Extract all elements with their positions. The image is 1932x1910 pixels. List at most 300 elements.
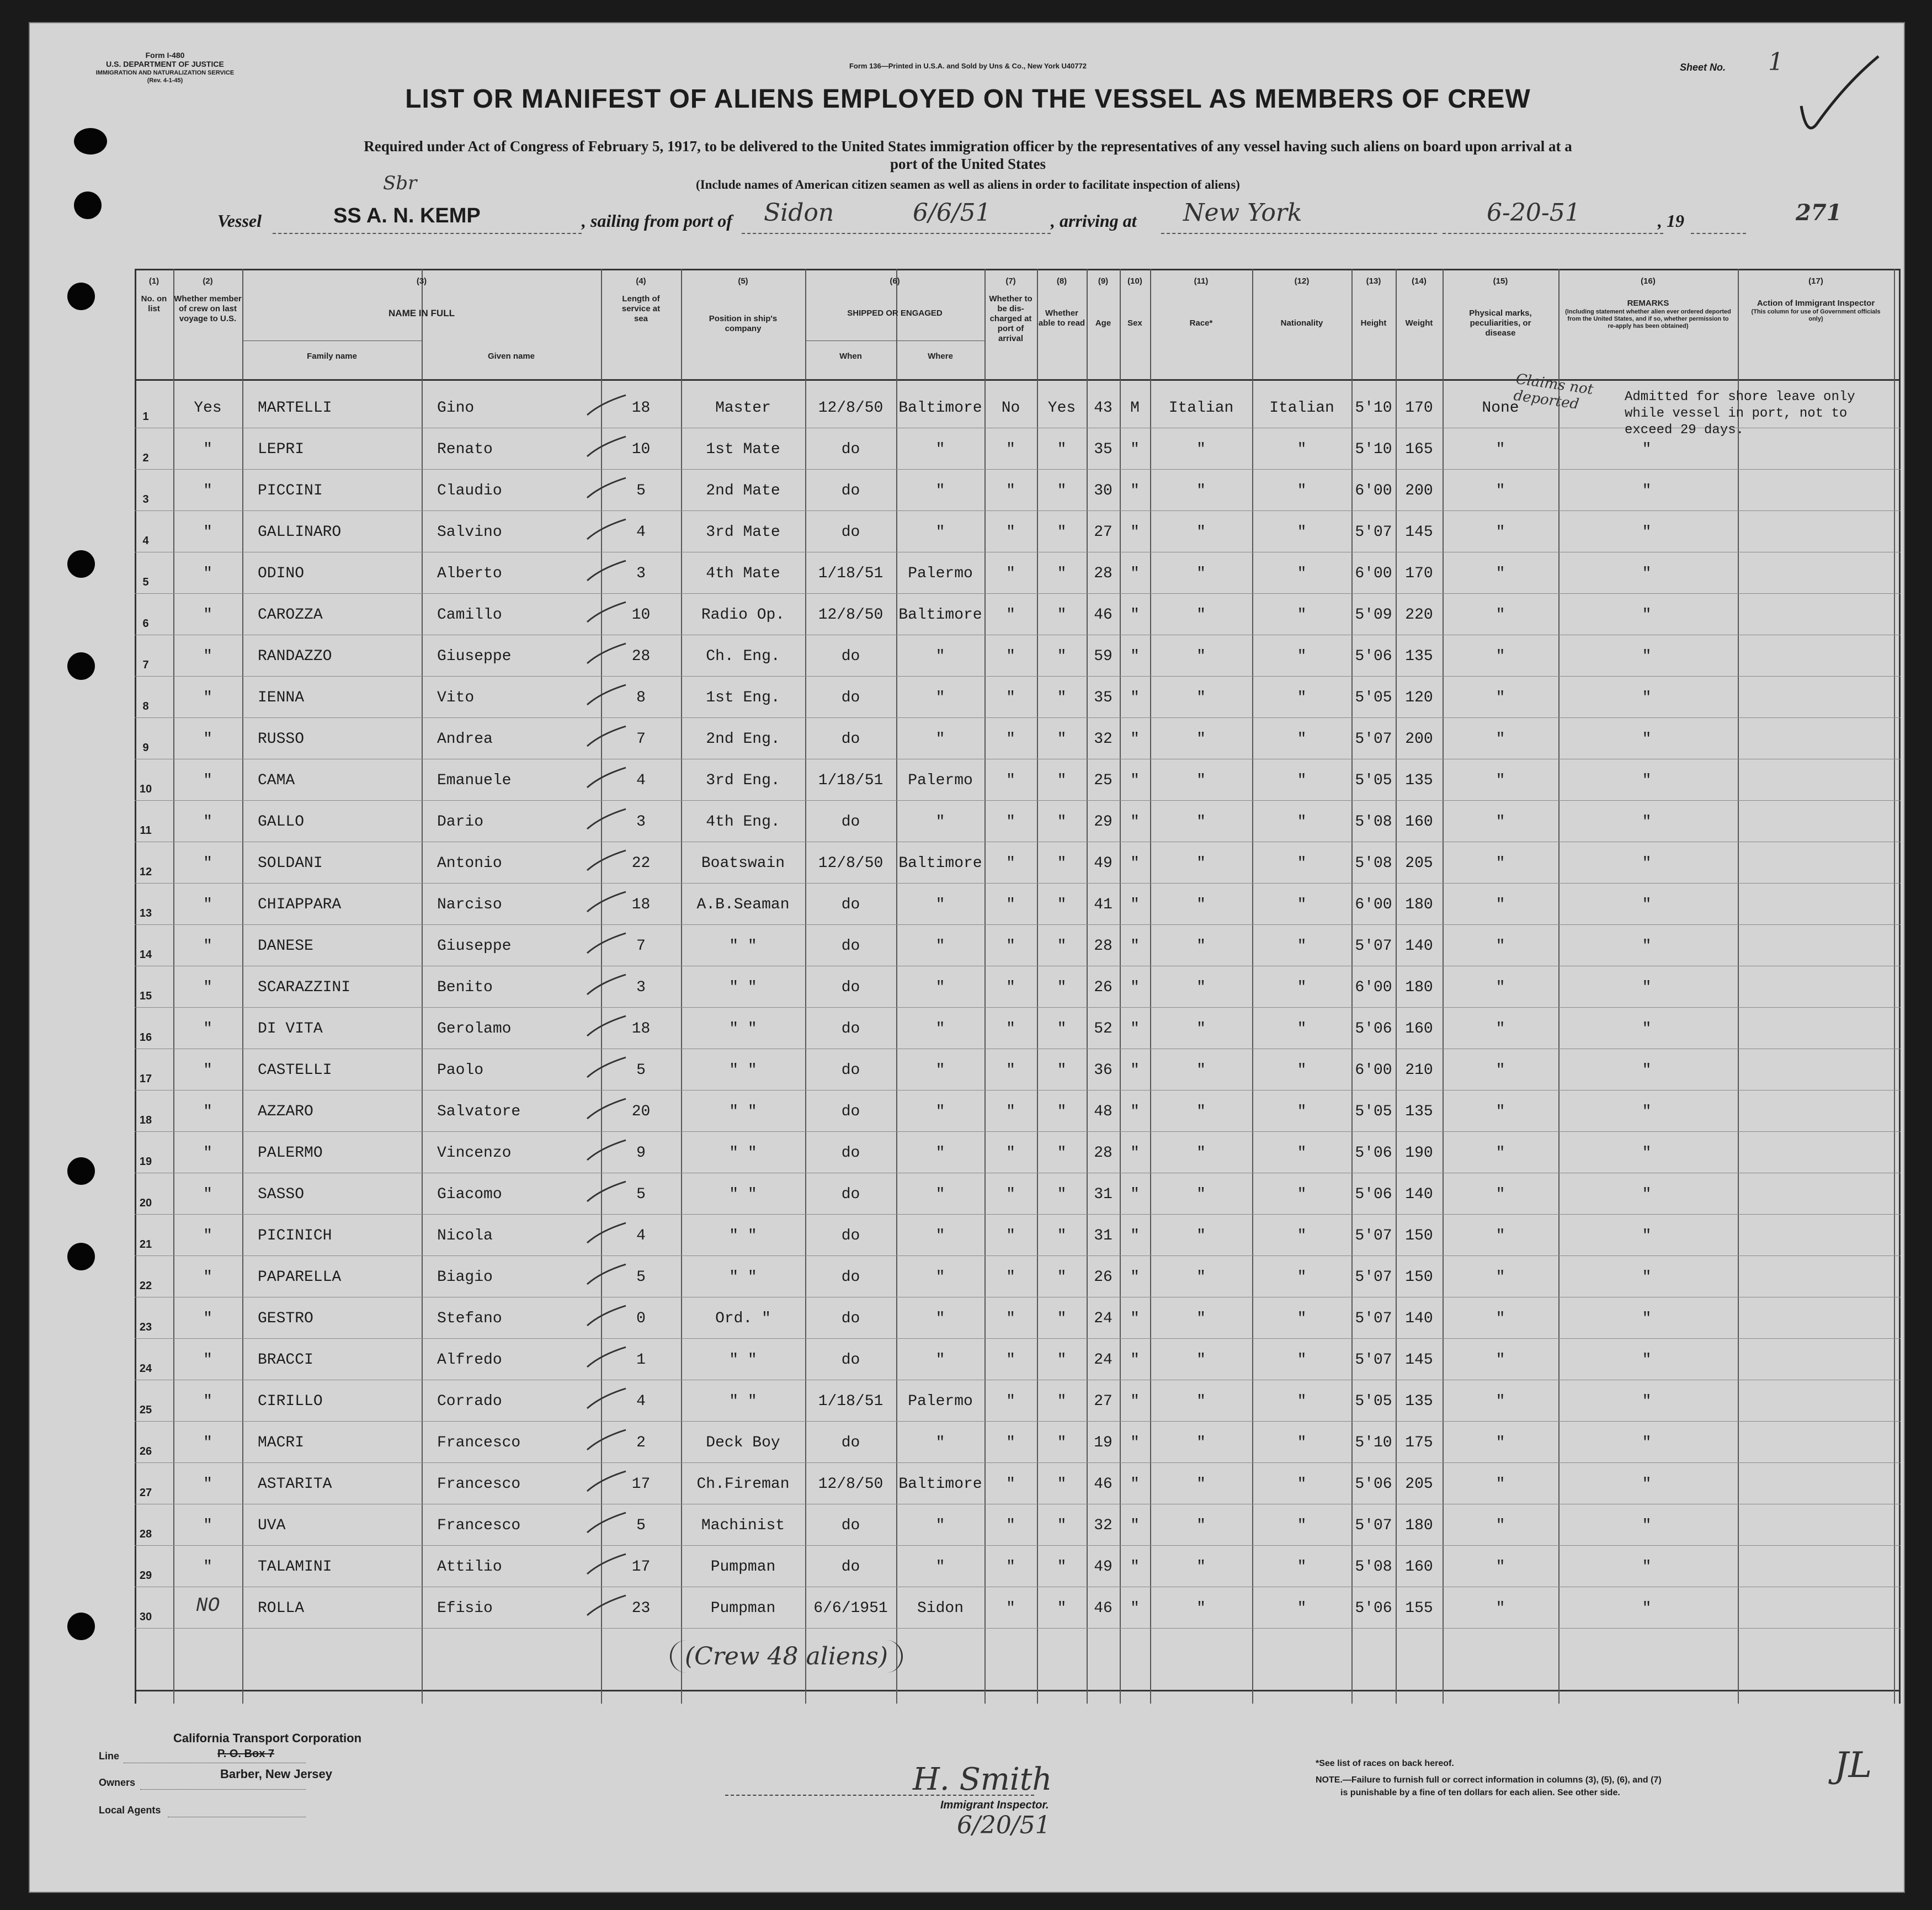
col17-number: (17) (1808, 276, 1823, 286)
page-number: 271 (1796, 200, 1842, 226)
cell-remarks: " (1642, 689, 1652, 706)
col15-header: Physical marks, peculiarities, or disease (1469, 308, 1532, 338)
cell-remarks: " (1642, 1103, 1652, 1120)
cell-discharged: " (1006, 1393, 1015, 1410)
col12-number: (12) (1294, 276, 1310, 286)
row-number: 10 (139, 783, 152, 795)
cell-given: Vincenzo (437, 1145, 512, 1162)
cell-height: 5'05 (1355, 772, 1392, 789)
cell-when: 12/8/50 (818, 855, 883, 872)
cell-weight: 140 (1405, 1310, 1433, 1327)
cell-nationality: " (1297, 1310, 1307, 1327)
row-number: 6 (142, 618, 149, 630)
cell-where: Palermo (908, 772, 973, 789)
cell-position: Pumpman (710, 1600, 776, 1617)
cell-read: " (1057, 731, 1067, 748)
cell-remarks: " (1642, 441, 1652, 458)
cell-when: do (841, 1020, 860, 1038)
cell-family: DANESE (258, 938, 313, 955)
row-number: 14 (139, 949, 152, 961)
cell-position: " " (729, 1227, 757, 1244)
cell-remarks: " (1642, 524, 1652, 541)
form-number: Form I-480 (145, 51, 185, 60)
cell-nationality: " (1297, 1145, 1307, 1162)
cell-family: CIRILLO (258, 1393, 323, 1410)
cell-given: Renato (437, 441, 493, 458)
table-row (135, 594, 1901, 636)
cell-service: 4 (636, 1393, 646, 1410)
cell-family: MARTELLI (258, 400, 332, 417)
cell-race: " (1196, 979, 1206, 996)
cell-service: 18 (631, 896, 651, 913)
cell-prev: " (203, 1227, 212, 1244)
cell-remarks: " (1642, 813, 1652, 831)
cell-height: 5'05 (1355, 1103, 1392, 1120)
cell-weight: 155 (1405, 1600, 1433, 1617)
tally-slash (584, 1302, 629, 1330)
col9-number: (9) (1098, 276, 1109, 286)
tally-slash (584, 1054, 629, 1082)
cell-sex: " (1130, 648, 1140, 665)
row-rule (135, 1255, 1901, 1256)
row-number: 20 (139, 1197, 152, 1209)
initials: JL (1834, 1745, 1872, 1786)
cell-prev: " (203, 1517, 212, 1534)
row-rule (135, 676, 1901, 677)
cell-race: " (1196, 1600, 1206, 1617)
row-number: 4 (142, 535, 149, 547)
cell-when: do (841, 1145, 860, 1162)
row-rule (135, 717, 1901, 718)
sailing-port[interactable]: Sidon (764, 199, 834, 227)
cell-age: 43 (1094, 400, 1113, 417)
col17-subheader: (This column for use of Government officials only) (1751, 308, 1881, 322)
cell-service: 4 (636, 772, 646, 789)
cell-marks: " (1495, 731, 1505, 748)
cell-where: " (935, 524, 945, 541)
punch-hole (67, 283, 95, 310)
cell-age: 35 (1094, 689, 1113, 706)
cell-position: " " (729, 1269, 757, 1286)
tally-slash (584, 1178, 629, 1206)
cell-when: do (841, 1310, 860, 1327)
table-row (135, 1505, 1901, 1546)
cell-given: Corrado (437, 1393, 502, 1410)
cell-nationality: " (1297, 772, 1307, 789)
cell-age: 29 (1094, 813, 1113, 831)
cell-age: 30 (1094, 482, 1113, 499)
company-address: Barber, New Jersey (220, 1767, 333, 1781)
cell-height: 5'06 (1355, 1020, 1392, 1038)
cell-family: GESTRO (258, 1310, 313, 1327)
cell-service: 1 (636, 1352, 646, 1369)
cell-weight: 180 (1405, 1517, 1433, 1534)
cell-weight: 135 (1405, 1103, 1433, 1120)
vessel-label: Vessel (217, 211, 262, 231)
cell-weight: 135 (1405, 648, 1433, 665)
cell-sex: " (1130, 1062, 1140, 1079)
cell-age: 49 (1094, 1558, 1113, 1576)
cell-service: 20 (631, 1103, 651, 1120)
row-rule (135, 1131, 1901, 1132)
cell-read: " (1057, 979, 1067, 996)
cell-service: 7 (636, 731, 646, 748)
cell-weight: 160 (1405, 1020, 1433, 1038)
cell-family: PALERMO (258, 1145, 323, 1162)
cell-prev: " (203, 1186, 212, 1203)
cell-sex: " (1130, 1476, 1140, 1493)
cell-weight: 160 (1405, 813, 1433, 831)
cell-where: " (935, 1269, 945, 1286)
row-number: 24 (139, 1363, 152, 1375)
cell-when: 1/18/51 (818, 565, 883, 582)
row-number: 15 (139, 990, 152, 1002)
cell-weight: 145 (1405, 524, 1433, 541)
tally-slash (584, 1013, 629, 1040)
inspector-date: 6/20/51 (957, 1811, 1051, 1839)
cell-service: 5 (636, 1062, 646, 1079)
cell-height: 5'06 (1355, 1186, 1392, 1203)
tally-slash (584, 1468, 629, 1496)
tally-slash (584, 516, 629, 544)
cell-family: GALLINARO (258, 524, 342, 541)
cell-where: Palermo (908, 1393, 973, 1410)
table-row (135, 1588, 1901, 1629)
cell-age: 32 (1094, 731, 1113, 748)
cell-position: Radio Op. (701, 606, 785, 624)
tally-slash (584, 1385, 629, 1413)
cell-remarks: " (1642, 772, 1652, 789)
cell-service: 22 (631, 855, 651, 872)
cell-height: 6'00 (1355, 482, 1392, 499)
tally-slash (584, 433, 629, 461)
cell-marks: " (1495, 855, 1505, 872)
cell-age: 27 (1094, 1393, 1113, 1410)
given-name-header: Given name (487, 352, 535, 361)
row-number: 22 (139, 1280, 152, 1292)
cell-remarks: " (1642, 1476, 1652, 1493)
cell-marks: " (1495, 524, 1505, 541)
cell-remarks: " (1642, 482, 1652, 499)
cell-given: Camillo (437, 606, 502, 624)
table-row (135, 1464, 1901, 1505)
cell-prev: " (203, 1434, 212, 1451)
cell-read: " (1057, 1020, 1067, 1038)
cell-nationality: " (1297, 441, 1307, 458)
cell-sex: " (1130, 482, 1140, 499)
tally-slash (584, 1427, 629, 1454)
sailing-date[interactable]: 6/6/51 (913, 199, 991, 227)
cell-read: " (1057, 565, 1067, 582)
cell-prev: " (203, 1062, 212, 1079)
cell-age: 26 (1094, 979, 1113, 996)
inspector-signature: H. Smith (913, 1762, 1052, 1797)
cell-read: " (1057, 938, 1067, 955)
cell-height: 5'10 (1355, 400, 1392, 417)
cell-remarks: " (1642, 1227, 1652, 1244)
inspector-label: Immigrant Inspector. (940, 1799, 1049, 1811)
cell-position: Pumpman (710, 1558, 776, 1576)
cell-race: " (1196, 1517, 1206, 1534)
cell-where: " (935, 648, 945, 665)
cell-race: " (1196, 896, 1206, 913)
row-number: 23 (139, 1321, 152, 1333)
row-number: 17 (139, 1073, 152, 1085)
cell-height: 5'06 (1355, 648, 1392, 665)
row-number: 13 (139, 907, 152, 919)
row-rule (135, 800, 1901, 801)
cell-family: CASTELLI (258, 1062, 332, 1079)
cell-when: do (841, 813, 860, 831)
cell-discharged: " (1006, 979, 1015, 996)
table-row (135, 1546, 1901, 1588)
cell-family: MACRI (258, 1434, 305, 1451)
table-row (135, 967, 1901, 1008)
col6-header: SHIPPED OR ENGAGED (847, 308, 943, 318)
cell-where: " (935, 896, 945, 913)
cell-sex: " (1130, 1103, 1140, 1120)
cell-read: " (1057, 772, 1067, 789)
cell-nationality: " (1297, 482, 1307, 499)
tally-slash (584, 599, 629, 626)
cell-family: CAMA (258, 772, 295, 789)
cell-when: do (841, 689, 860, 706)
row-number: 9 (142, 742, 149, 754)
cell-race: " (1196, 648, 1206, 665)
cell-discharged: " (1006, 1103, 1015, 1120)
cell-position: " " (729, 938, 757, 955)
cell-given: Efisio (437, 1600, 493, 1617)
cell-given: Gino (437, 400, 475, 417)
row-number: 18 (139, 1114, 152, 1126)
cell-sex: " (1130, 524, 1140, 541)
cell-race: " (1196, 772, 1206, 789)
cell-read: " (1057, 1352, 1067, 1369)
cell-given: Emanuele (437, 772, 512, 789)
cell-weight: 190 (1405, 1145, 1433, 1162)
tally-slash (584, 806, 629, 833)
cell-marks: " (1495, 1227, 1505, 1244)
col16-subheader: (Including statement whether alien ever ordered deported from the United States, and if so, whether permission to re-apply has been obtained) (1565, 308, 1731, 329)
cell-discharged: " (1006, 1476, 1015, 1493)
cell-race: " (1196, 1558, 1206, 1576)
cell-when: 1/18/51 (818, 772, 883, 789)
cell-nationality: " (1297, 648, 1307, 665)
row-number: 29 (139, 1570, 152, 1582)
row-number: 28 (139, 1528, 152, 1540)
cell-given: Salvino (437, 524, 502, 541)
col2-header: Whether member of crew on last voyage to U.S. (174, 294, 242, 323)
cell-marks: " (1495, 565, 1505, 582)
cell-weight: 210 (1405, 1062, 1433, 1079)
cell-where: " (935, 1103, 945, 1120)
page-title: LIST OR MANIFEST OF ALIENS EMPLOYED ON THE VESSEL AS MEMBERS OF CREW (405, 84, 1531, 114)
cell-prev: " (203, 648, 212, 665)
cell-service: 7 (636, 938, 646, 955)
cell-sex: M (1130, 400, 1140, 417)
cell-service: 23 (631, 1600, 651, 1617)
cell-where: " (935, 1352, 945, 1369)
table-row (135, 1008, 1901, 1050)
cell-position: Ch. Eng. (706, 648, 780, 665)
cell-prev: " (203, 731, 212, 748)
cell-remarks: " (1642, 1352, 1652, 1369)
cell-read: " (1057, 1103, 1067, 1120)
cell-where: " (935, 1020, 945, 1038)
table-row (135, 843, 1901, 884)
cell-read: " (1057, 1600, 1067, 1617)
row-number: 30 (139, 1611, 152, 1623)
cell-marks: " (1495, 1434, 1505, 1451)
cell-position: A.B.Seaman (696, 896, 790, 913)
arriving-date[interactable]: 6-20-51 (1487, 199, 1580, 227)
cell-race: " (1196, 606, 1206, 624)
row-number: 1 (142, 411, 149, 423)
cell-discharged: " (1006, 1186, 1015, 1203)
cell-age: 31 (1094, 1186, 1113, 1203)
cell-when: 12/8/50 (818, 400, 883, 417)
cell-height: 6'00 (1355, 565, 1392, 582)
cell-service: 4 (636, 524, 646, 541)
cell-read: " (1057, 441, 1067, 458)
cell-given: Gerolamo (437, 1020, 512, 1038)
cell-when: do (841, 1062, 860, 1079)
cell-sex: " (1130, 1600, 1140, 1617)
cell-marks: " (1495, 1103, 1505, 1120)
cell-position: 3rd Eng. (706, 772, 780, 789)
cell-position: 2nd Mate (706, 482, 780, 499)
cell-height: 5'10 (1355, 441, 1392, 458)
cell-given: Francesco (437, 1476, 521, 1493)
cell-where: Baltimore (898, 1476, 982, 1493)
cell-race: " (1196, 524, 1206, 541)
cell-remarks: " (1642, 565, 1652, 582)
table-row (135, 512, 1901, 553)
cell-given: Francesco (437, 1517, 521, 1534)
name-subrule (242, 340, 422, 341)
cell-marks: None (1482, 400, 1519, 417)
cell-service: 4 (636, 1227, 646, 1244)
cell-read: " (1057, 1434, 1067, 1451)
col6-number: (6) (890, 276, 900, 286)
cell-sex: " (1130, 1269, 1140, 1286)
cell-sex: " (1130, 896, 1140, 913)
header-bottom-rule (135, 379, 1901, 381)
cell-given: Stefano (437, 1310, 502, 1327)
cell-height: 5'07 (1355, 938, 1392, 955)
cell-where: " (935, 979, 945, 996)
cell-where: " (935, 1227, 945, 1244)
row-number: 2 (142, 452, 149, 464)
cell-prev: " (203, 772, 212, 789)
cell-when: do (841, 1103, 860, 1120)
col1-number: (1) (148, 276, 159, 286)
cell-height: 5'07 (1355, 731, 1392, 748)
cell-family: CAROZZA (258, 606, 323, 624)
cell-service: 5 (636, 1186, 646, 1203)
row-rule (135, 1214, 1901, 1215)
table-row (135, 925, 1901, 967)
arriving-port[interactable]: New York (1183, 199, 1302, 227)
cell-height: 5'07 (1355, 524, 1392, 541)
cell-age: 31 (1094, 1227, 1113, 1244)
col10-number: (10) (1127, 276, 1142, 286)
cell-nationality: " (1297, 979, 1307, 996)
cell-position: 4th Eng. (706, 813, 780, 831)
cell-race: " (1196, 565, 1206, 582)
cell-weight: 180 (1405, 979, 1433, 996)
vessel-name[interactable]: SS A. N. KEMP (333, 204, 481, 227)
cell-weight: 160 (1405, 1558, 1433, 1576)
cell-service: 9 (636, 1145, 646, 1162)
cell-sex: " (1130, 979, 1140, 996)
cell-discharged: " (1006, 1269, 1015, 1286)
cell-given: Giuseppe (437, 648, 512, 665)
col4-header: Length of service at sea (621, 294, 661, 323)
cell-remarks: " (1642, 979, 1652, 996)
cell-service: 2 (636, 1434, 646, 1451)
tally-slash (584, 392, 629, 419)
cell-prev: " (203, 855, 212, 872)
cell-weight: 175 (1405, 1434, 1433, 1451)
cell-where: " (935, 813, 945, 831)
cell-marks: " (1495, 1600, 1505, 1617)
row-rule (135, 1007, 1901, 1008)
col7-number: (7) (1005, 276, 1016, 286)
cell-where: Baltimore (898, 400, 982, 417)
cell-nationality: " (1297, 896, 1307, 913)
cell-when: 12/8/50 (818, 606, 883, 624)
cell-race: " (1196, 731, 1206, 748)
cell-race: " (1196, 1352, 1206, 1369)
col13-number: (13) (1366, 276, 1381, 286)
col5-number: (5) (738, 276, 748, 286)
crew-table (135, 269, 1901, 1704)
cell-prev: " (203, 938, 212, 955)
cell-marks: " (1495, 606, 1505, 624)
cell-given: Giacomo (437, 1186, 502, 1203)
cell-given: Narciso (437, 896, 502, 913)
cell-read: " (1057, 1310, 1067, 1327)
cell-position: Ord. " (715, 1310, 771, 1327)
form-revision: (Rev. 4-1-45) (147, 77, 183, 84)
cell-race: " (1196, 1186, 1206, 1203)
cell-age: 48 (1094, 1103, 1113, 1120)
cell-when: do (841, 938, 860, 955)
cell-marks: " (1495, 1310, 1505, 1327)
cell-position: Machinist (701, 1517, 785, 1534)
cell-position: 4th Mate (706, 565, 780, 582)
cell-family: ROLLA (258, 1600, 305, 1617)
cell-sex: " (1130, 1434, 1140, 1451)
cell-where: Baltimore (898, 855, 982, 872)
cell-where: Sidon (917, 1600, 964, 1617)
cell-discharged: No (1001, 400, 1020, 417)
cell-service: 17 (631, 1558, 651, 1576)
cell-prev: " (203, 1393, 212, 1410)
cell-age: 46 (1094, 606, 1113, 624)
cell-prev: " (203, 813, 212, 831)
cell-marks: " (1495, 441, 1505, 458)
cell-race: " (1196, 855, 1206, 872)
cell-given: Paolo (437, 1062, 484, 1079)
col17-header: Action of Immigrant Inspector (1757, 299, 1875, 308)
cell-marks: " (1495, 1062, 1505, 1079)
cell-position: " " (729, 1352, 757, 1369)
cell-discharged: " (1006, 772, 1015, 789)
cell-family: CHIAPPARA (258, 896, 342, 913)
subtitle-line-2: port of the United States (890, 156, 1046, 172)
